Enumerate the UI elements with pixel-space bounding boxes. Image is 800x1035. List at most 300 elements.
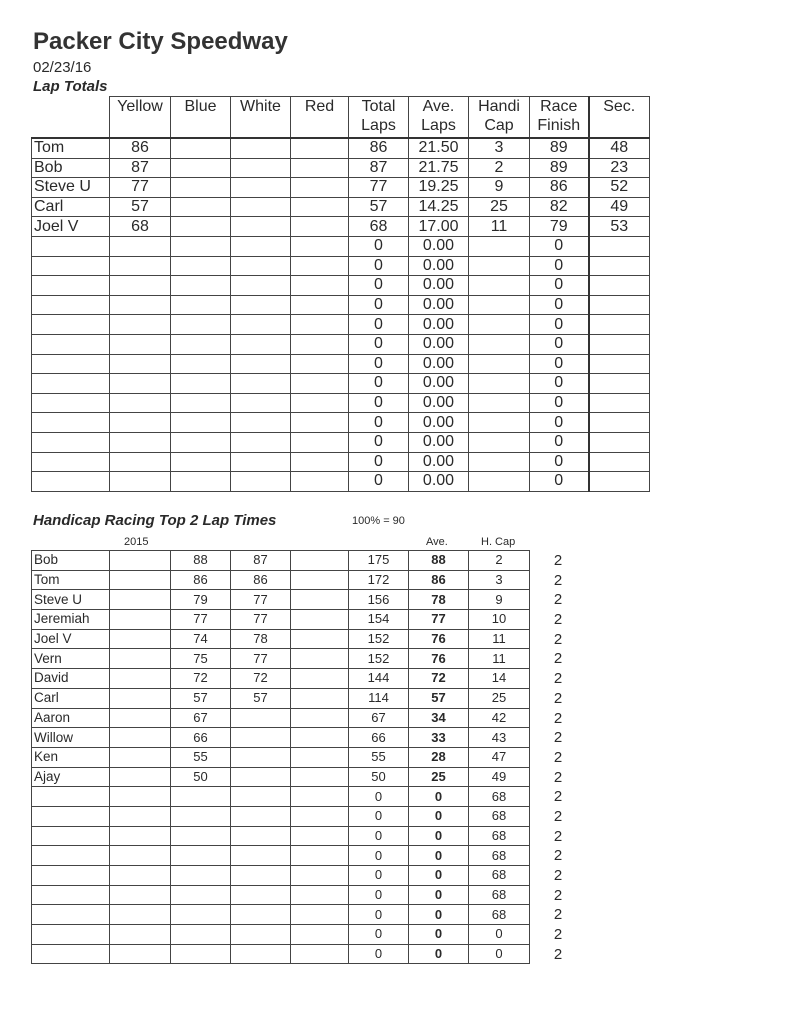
handicap-table: [31, 550, 530, 964]
driver-name-cell: Ken: [32, 747, 110, 767]
table-cell: 2: [469, 551, 530, 571]
table-cell: 0.00: [409, 236, 469, 256]
driver-name-cell: Aaron: [32, 708, 110, 728]
table-cell: [291, 256, 349, 276]
table-cell: [171, 295, 231, 315]
table-cell: 0: [349, 472, 409, 492]
table-cell: [291, 629, 349, 649]
side-value: 2: [553, 788, 563, 806]
table-cell: [110, 944, 171, 964]
table-cell: 47: [469, 747, 530, 767]
table-row: [32, 354, 650, 374]
table-row: [32, 158, 650, 178]
table-row: [32, 590, 530, 610]
table-cell: [231, 708, 291, 728]
driver-name-cell: Jeremiah: [32, 610, 110, 630]
table-row: [32, 629, 530, 649]
table-cell: [171, 374, 231, 394]
table-cell: 57: [231, 688, 291, 708]
table-cell: [231, 866, 291, 886]
table-cell: [171, 846, 231, 866]
driver-name-cell: [32, 452, 110, 472]
table-cell: [291, 217, 349, 237]
table-cell: 0.00: [409, 393, 469, 413]
table-row: [32, 826, 530, 846]
table-cell: [171, 806, 231, 826]
table-cell: 68: [469, 787, 530, 807]
table-row: [32, 393, 650, 413]
table-cell: 0: [349, 866, 409, 886]
table-cell: 86: [110, 138, 171, 158]
table-cell: [291, 178, 349, 198]
side-value: 2: [553, 867, 563, 884]
table-cell: 0: [530, 452, 589, 472]
table-cell: 0: [349, 885, 409, 905]
table-cell: [110, 590, 171, 610]
table-row: [32, 178, 650, 198]
column-header: Total Laps: [349, 97, 409, 139]
table-row: [32, 570, 530, 590]
table-cell: 50: [349, 767, 409, 787]
table-row: [32, 472, 650, 492]
table-cell: [469, 236, 530, 256]
table-cell: 75: [171, 649, 231, 669]
table-cell: [110, 413, 171, 433]
side-value: 2: [553, 650, 563, 668]
table-cell: 0: [530, 432, 589, 452]
table-cell: [291, 944, 349, 964]
driver-name-cell: [32, 276, 110, 296]
lap-totals-table: [31, 96, 650, 492]
table-cell: [291, 374, 349, 394]
table-row: [32, 276, 650, 296]
table-cell: [291, 826, 349, 846]
section-title-handicap: Handicap Racing Top 2 Lap Times: [33, 512, 277, 529]
table-cell: [291, 295, 349, 315]
table-row: [32, 669, 530, 689]
table-cell: [110, 885, 171, 905]
column-header: Blue: [171, 97, 231, 139]
table-cell: [291, 708, 349, 728]
table-cell: [171, 276, 231, 296]
driver-name-cell: [32, 236, 110, 256]
table-row: [32, 452, 650, 472]
table-row: [32, 197, 650, 217]
table-cell: [589, 315, 650, 335]
table-cell: 114: [349, 688, 409, 708]
table-cell: 25: [469, 688, 530, 708]
table-row: [32, 728, 530, 748]
table-cell: 86: [530, 178, 589, 198]
table-cell: 0: [349, 944, 409, 964]
table-cell: 11: [469, 217, 530, 237]
table-cell: [110, 432, 171, 452]
driver-name-cell: Joel V: [32, 629, 110, 649]
table-cell: [291, 846, 349, 866]
side-value: 2: [553, 709, 563, 727]
table-cell: [291, 747, 349, 767]
table-row: [32, 236, 650, 256]
ave-label: Ave.: [426, 536, 448, 548]
table-cell: [231, 787, 291, 807]
table-row: [32, 295, 650, 315]
table-cell: [171, 178, 231, 198]
table-cell: [171, 236, 231, 256]
table-cell: 0: [349, 925, 409, 945]
side-value: 2: [553, 886, 563, 904]
table-cell: 0: [530, 334, 589, 354]
table-cell: 52: [589, 178, 650, 198]
table-cell: [171, 256, 231, 276]
driver-name-cell: Steve U: [32, 178, 110, 198]
table-cell: 0: [409, 787, 469, 807]
table-cell: 34: [409, 708, 469, 728]
table-row: [32, 688, 530, 708]
table-cell: 68: [469, 846, 530, 866]
table-cell: [291, 551, 349, 571]
table-cell: [291, 236, 349, 256]
table-cell: 0: [349, 787, 409, 807]
table-cell: [110, 551, 171, 571]
table-cell: [110, 925, 171, 945]
table-cell: 152: [349, 629, 409, 649]
driver-name-cell: Carl: [32, 688, 110, 708]
table-cell: [171, 905, 231, 925]
table-cell: [110, 747, 171, 767]
table-cell: [110, 610, 171, 630]
table-cell: 144: [349, 669, 409, 689]
table-cell: [469, 276, 530, 296]
table-cell: [110, 570, 171, 590]
driver-name-cell: Bob: [32, 551, 110, 571]
table-cell: 0: [530, 413, 589, 433]
table-cell: [110, 236, 171, 256]
table-cell: 0: [530, 295, 589, 315]
driver-name-cell: Ajay: [32, 767, 110, 787]
table-cell: [110, 728, 171, 748]
table-row: [32, 315, 650, 335]
driver-name-cell: [32, 295, 110, 315]
table-cell: [469, 374, 530, 394]
table-cell: [469, 315, 530, 335]
table-row: [32, 866, 530, 886]
table-cell: [110, 866, 171, 886]
table-cell: 0: [530, 236, 589, 256]
table-cell: [231, 885, 291, 905]
side-value: 2: [553, 748, 563, 766]
driver-name-cell: Tom: [32, 570, 110, 590]
table-cell: 0: [409, 905, 469, 925]
table-cell: [469, 354, 530, 374]
table-cell: 154: [349, 610, 409, 630]
table-cell: [171, 217, 231, 237]
table-cell: [469, 295, 530, 315]
table-cell: [110, 649, 171, 669]
table-cell: [171, 315, 231, 335]
table-cell: 0.00: [409, 315, 469, 335]
driver-name-cell: Steve U: [32, 590, 110, 610]
column-header: Yellow: [110, 97, 171, 139]
table-cell: 88: [171, 551, 231, 571]
table-cell: [291, 472, 349, 492]
table-cell: [110, 708, 171, 728]
table-cell: 0: [469, 925, 530, 945]
driver-name-cell: [32, 393, 110, 413]
table-cell: [171, 354, 231, 374]
report-date: 02/23/16: [33, 59, 92, 76]
table-cell: 68: [469, 905, 530, 925]
table-cell: 72: [171, 669, 231, 689]
table-cell: 172: [349, 570, 409, 590]
table-cell: [291, 158, 349, 178]
table-cell: 68: [469, 806, 530, 826]
side-value: 2: [553, 689, 563, 707]
table-cell: [231, 276, 291, 296]
table-row: [32, 551, 530, 571]
table-cell: [291, 925, 349, 945]
table-cell: 25: [469, 197, 530, 217]
driver-name-cell: [32, 925, 110, 945]
table-cell: [291, 334, 349, 354]
table-cell: 86: [231, 570, 291, 590]
table-cell: 0.00: [409, 472, 469, 492]
table-cell: 48: [589, 138, 650, 158]
table-cell: 3: [469, 138, 530, 158]
table-cell: 66: [171, 728, 231, 748]
table-cell: 0: [349, 374, 409, 394]
table-cell: [291, 669, 349, 689]
table-cell: 156: [349, 590, 409, 610]
table-cell: 0: [530, 393, 589, 413]
table-cell: 11: [469, 629, 530, 649]
table-row: [32, 217, 650, 237]
table-cell: [231, 315, 291, 335]
table-cell: [171, 158, 231, 178]
table-cell: [589, 472, 650, 492]
table-cell: [589, 432, 650, 452]
table-cell: 0: [530, 315, 589, 335]
lap-totals-header-row: [32, 97, 650, 139]
driver-name-cell: [32, 374, 110, 394]
table-cell: 76: [409, 649, 469, 669]
side-value: 2: [553, 807, 563, 825]
table-cell: 0: [530, 256, 589, 276]
table-cell: 0: [409, 866, 469, 886]
table-cell: 77: [110, 178, 171, 198]
table-cell: 0: [349, 334, 409, 354]
driver-name-cell: Vern: [32, 649, 110, 669]
column-header: Ave. Laps: [409, 97, 469, 139]
table-cell: [469, 452, 530, 472]
table-cell: [231, 413, 291, 433]
table-cell: [171, 432, 231, 452]
table-cell: 0.00: [409, 354, 469, 374]
table-cell: [171, 138, 231, 158]
table-cell: 76: [409, 629, 469, 649]
table-cell: 77: [231, 610, 291, 630]
table-cell: [231, 905, 291, 925]
table-cell: [291, 885, 349, 905]
table-cell: [291, 452, 349, 472]
table-cell: 89: [530, 158, 589, 178]
table-row: [32, 885, 530, 905]
driver-name-cell: [32, 256, 110, 276]
table-cell: [291, 354, 349, 374]
year-label: 2015: [124, 536, 149, 548]
table-cell: 68: [349, 217, 409, 237]
table-cell: [231, 806, 291, 826]
table-cell: 57: [409, 688, 469, 708]
table-cell: 9: [469, 178, 530, 198]
table-cell: [231, 432, 291, 452]
table-cell: 86: [349, 138, 409, 158]
table-cell: [291, 767, 349, 787]
table-cell: 0.00: [409, 432, 469, 452]
table-cell: 68: [469, 885, 530, 905]
table-row: [32, 747, 530, 767]
table-cell: [469, 256, 530, 276]
table-cell: 0: [349, 905, 409, 925]
table-cell: 88: [409, 551, 469, 571]
driver-name-cell: [32, 432, 110, 452]
table-cell: 0: [409, 826, 469, 846]
driver-name-cell: Bob: [32, 158, 110, 178]
table-cell: 67: [171, 708, 231, 728]
table-cell: 0: [349, 315, 409, 335]
table-cell: [231, 944, 291, 964]
table-cell: [110, 393, 171, 413]
driver-name-cell: [32, 354, 110, 374]
table-cell: [231, 393, 291, 413]
table-row: [32, 944, 530, 964]
table-cell: 0: [409, 846, 469, 866]
table-cell: 0: [349, 806, 409, 826]
table-cell: [291, 590, 349, 610]
table-cell: 42: [469, 708, 530, 728]
driver-name-cell: [32, 334, 110, 354]
table-cell: [291, 432, 349, 452]
table-cell: 68: [110, 217, 171, 237]
table-cell: [231, 178, 291, 198]
driver-name-cell: Carl: [32, 197, 110, 217]
driver-name-cell: [32, 413, 110, 433]
table-cell: [589, 295, 650, 315]
table-cell: [231, 925, 291, 945]
table-cell: 57: [171, 688, 231, 708]
column-header: Red: [291, 97, 349, 139]
side-value: 2: [553, 847, 563, 865]
table-cell: 72: [231, 669, 291, 689]
table-cell: 77: [231, 590, 291, 610]
table-cell: 0.00: [409, 452, 469, 472]
table-cell: 77: [231, 649, 291, 669]
table-cell: 66: [349, 728, 409, 748]
table-cell: 0: [409, 944, 469, 964]
table-cell: [291, 787, 349, 807]
table-cell: [231, 747, 291, 767]
table-row: [32, 649, 530, 669]
handicap-note: 100% = 90: [352, 515, 405, 527]
table-cell: [469, 472, 530, 492]
driver-name-cell: Tom: [32, 138, 110, 158]
table-cell: 53: [589, 217, 650, 237]
table-cell: [291, 197, 349, 217]
table-cell: [291, 138, 349, 158]
table-cell: 0: [349, 295, 409, 315]
table-cell: 0: [349, 452, 409, 472]
driver-name-cell: [32, 787, 110, 807]
table-row: [32, 334, 650, 354]
table-cell: 0: [409, 925, 469, 945]
table-cell: [171, 413, 231, 433]
table-cell: [231, 767, 291, 787]
table-cell: [589, 393, 650, 413]
table-row: [32, 413, 650, 433]
table-cell: 0: [530, 354, 589, 374]
table-cell: 77: [409, 610, 469, 630]
table-row: [32, 138, 650, 158]
section-title-lap-totals: Lap Totals: [33, 78, 108, 95]
table-cell: [171, 944, 231, 964]
table-cell: [110, 374, 171, 394]
table-cell: 55: [349, 747, 409, 767]
table-cell: [110, 846, 171, 866]
table-cell: 23: [589, 158, 650, 178]
table-cell: 87: [349, 158, 409, 178]
side-value: 2: [553, 630, 563, 648]
table-cell: [171, 452, 231, 472]
table-cell: [589, 334, 650, 354]
table-cell: 14.25: [409, 197, 469, 217]
table-cell: 79: [530, 217, 589, 237]
table-cell: 0: [530, 276, 589, 296]
table-cell: [469, 334, 530, 354]
table-cell: [469, 432, 530, 452]
table-cell: 57: [110, 197, 171, 217]
table-cell: 87: [110, 158, 171, 178]
driver-name-cell: [32, 846, 110, 866]
table-cell: 0: [349, 826, 409, 846]
side-value: 2: [553, 552, 563, 569]
table-cell: [589, 256, 650, 276]
table-cell: 86: [171, 570, 231, 590]
table-cell: 0: [349, 393, 409, 413]
table-cell: [231, 217, 291, 237]
table-cell: [589, 276, 650, 296]
driver-name-cell: [32, 472, 110, 492]
table-row: [32, 846, 530, 866]
table-cell: [231, 295, 291, 315]
table-cell: 0.00: [409, 413, 469, 433]
side-value: 2: [553, 670, 563, 688]
table-cell: 57: [349, 197, 409, 217]
table-cell: [589, 236, 650, 256]
table-row: [32, 708, 530, 728]
table-cell: [110, 806, 171, 826]
table-cell: [231, 452, 291, 472]
table-cell: [110, 354, 171, 374]
table-row: [32, 925, 530, 945]
table-cell: [291, 905, 349, 925]
table-cell: [110, 256, 171, 276]
table-cell: [171, 787, 231, 807]
table-row: [32, 767, 530, 787]
table-cell: [110, 276, 171, 296]
table-cell: [291, 806, 349, 826]
table-cell: 28: [409, 747, 469, 767]
table-cell: 0.00: [409, 334, 469, 354]
table-cell: [110, 295, 171, 315]
